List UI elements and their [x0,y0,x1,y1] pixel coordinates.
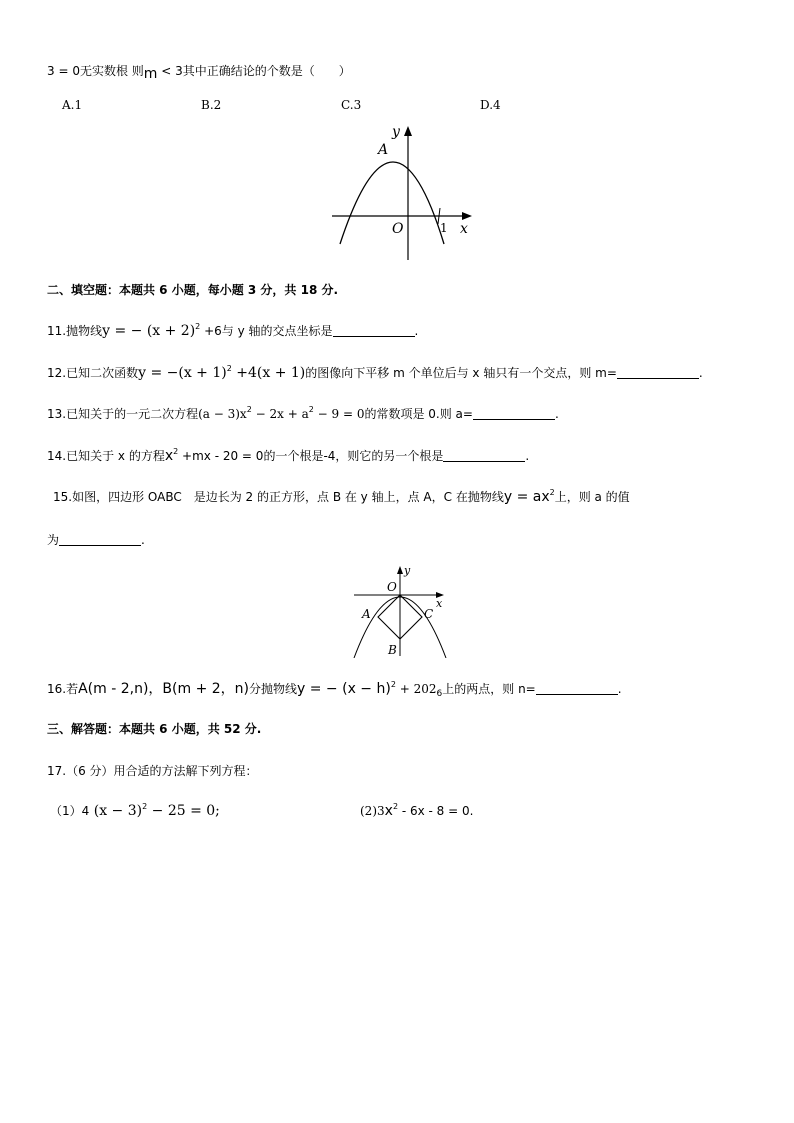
q15-square-figure [350,562,450,658]
q10-option-d: D.4 [480,98,501,112]
q16-sub: 6 [436,689,443,699]
q10-label-o: O [392,221,404,237]
q10-text-line [47,62,351,82]
q15-label-b: B [388,643,397,657]
q16-exp: 2 [390,680,396,689]
section2-title: 二、填空题：本题共 6 小题，每小题 3 分，共 18 分. [47,283,339,297]
q12-answer-blank[interactable] [617,366,699,379]
q17-part2 [360,802,473,819]
q11-post: 与 y 轴的交点坐标是 [221,324,333,338]
q12-line [47,364,703,381]
q16-eq-b: + 202 [395,682,437,696]
q15-label-y: y [404,564,411,577]
q14-exp: 2 [173,447,179,456]
q10-label-y: y [392,124,400,140]
q10-y-axis-arrow [404,126,412,136]
q12-eq-a: y = −(x + 1) [138,365,227,381]
q15-line1 [53,488,630,505]
q16-points: A(m - 2,n)，B(m + 2，n) [78,681,249,697]
q15-label-x: x [436,597,443,610]
q11-eq-a: y = − (x + 2) [102,323,196,339]
q10-option-b: B.2 [201,98,222,112]
q17-p1-exp: 2 [142,802,148,811]
q16-eq-a: y = − (x − h) [297,681,391,697]
q10-option-a: A.1 [62,98,83,112]
q13-answer-blank[interactable] [473,407,555,420]
q13-eq-b: − 2x + a [251,407,309,421]
q14-line [47,447,529,464]
q17-p1-eq-a: (x − 3) [89,803,143,819]
q10-option-c: C.3 [341,98,362,112]
q16-post: 上的两点，则 n= [442,682,536,696]
q12-exp: 2 [226,364,232,373]
q14-pre: 14.已知关于 x 的方程 [47,449,165,463]
q15-end: . [141,533,145,547]
q11-end: . [414,324,419,338]
q12-pre: 12.已知二次函数 [47,366,139,380]
q15-y-axis-arrow [397,566,403,574]
q17-p2-end: . [469,804,474,818]
q10-label-a: A [378,142,389,158]
q10-text-post: < 3其中正确结论的个数是（ ） [157,64,351,78]
q15-eq-a: y = ax [503,489,550,505]
q17-p2-eq-a: x [384,803,393,819]
q11-answer-blank[interactable] [333,324,415,337]
q12-end: . [698,366,703,380]
q16-pre: 16.若 [47,682,79,696]
q14-eq-b: +mx - 20 = 0 [178,449,264,463]
q17-text: 17.（6 分）用合适的方法解下列方程： [47,764,258,778]
q15-exp: 2 [549,488,555,497]
q13-pre: 13.已知关于的一元二次方程 [47,407,199,421]
q10-parabola-figure [328,120,478,265]
q11-exp: 2 [195,322,201,331]
q14-answer-blank[interactable] [443,449,525,462]
q13-post: 的常数项是 0.则 a= [364,407,473,421]
q13-eq-a: (a − 3)x [198,407,247,421]
q13-line [47,405,559,422]
q15-line2-text: 为 [47,533,60,547]
q13-eq-c: − 9 = 0 [313,407,365,421]
q15-label-c: C [424,607,434,621]
q14-eq-a: x [164,448,174,464]
q11-line [47,322,418,339]
q15-label-a: A [362,607,371,621]
q17-p1-label: （1）4 [50,804,90,818]
q17-p2-eq-b: - 6x - 8 = 0 [398,804,470,818]
q14-post: 的一个根是-4，则它的另一个根是 [263,449,444,463]
q15-label-o: O [387,580,397,594]
q16-end: . [617,682,622,696]
q15-pre: 15.如图，四边形 OABC 是边长为 2 的正方形，点 B 在 y 轴上，点 A，C 在抛物线 [53,490,504,504]
q16-answer-blank[interactable] [536,682,618,695]
q15-answer-blank[interactable] [59,533,141,546]
q17-p2-exp: 2 [392,802,399,811]
q15-post: 上，则 a 的值 [554,490,630,504]
q10-var-m: m [143,66,158,82]
q12-post: 的图像向下平移 m 个单位后与 x 轴只有一个交点，则 m= [305,366,617,380]
q17-p1-eq-b: − 25 = 0; [147,803,220,819]
q11-pre: 11.抛物线 [47,324,103,338]
q17-p2-label: (2)3 [360,804,385,818]
q12-eq-b: +4(x + 1) [231,365,306,381]
q10-text-pre: 3 = 0无实数根 则 [47,64,144,78]
q10-label-1: 1 [440,221,448,235]
q11-eq-b: +6 [200,324,222,338]
q17-part1 [50,802,220,819]
q15-line2 [47,531,145,548]
q14-end: . [525,449,530,463]
q13-end: . [554,407,559,421]
q16-mid: 分抛物线 [249,682,298,696]
q16-line [47,678,622,699]
q13-exp2: 2 [308,405,314,414]
section3-title: 三、解答题：本题共 6 小题，共 52 分. [47,722,262,736]
q10-x-axis-arrow [462,212,472,220]
q10-label-x: x [460,221,468,237]
q13-exp1: 2 [246,405,252,414]
